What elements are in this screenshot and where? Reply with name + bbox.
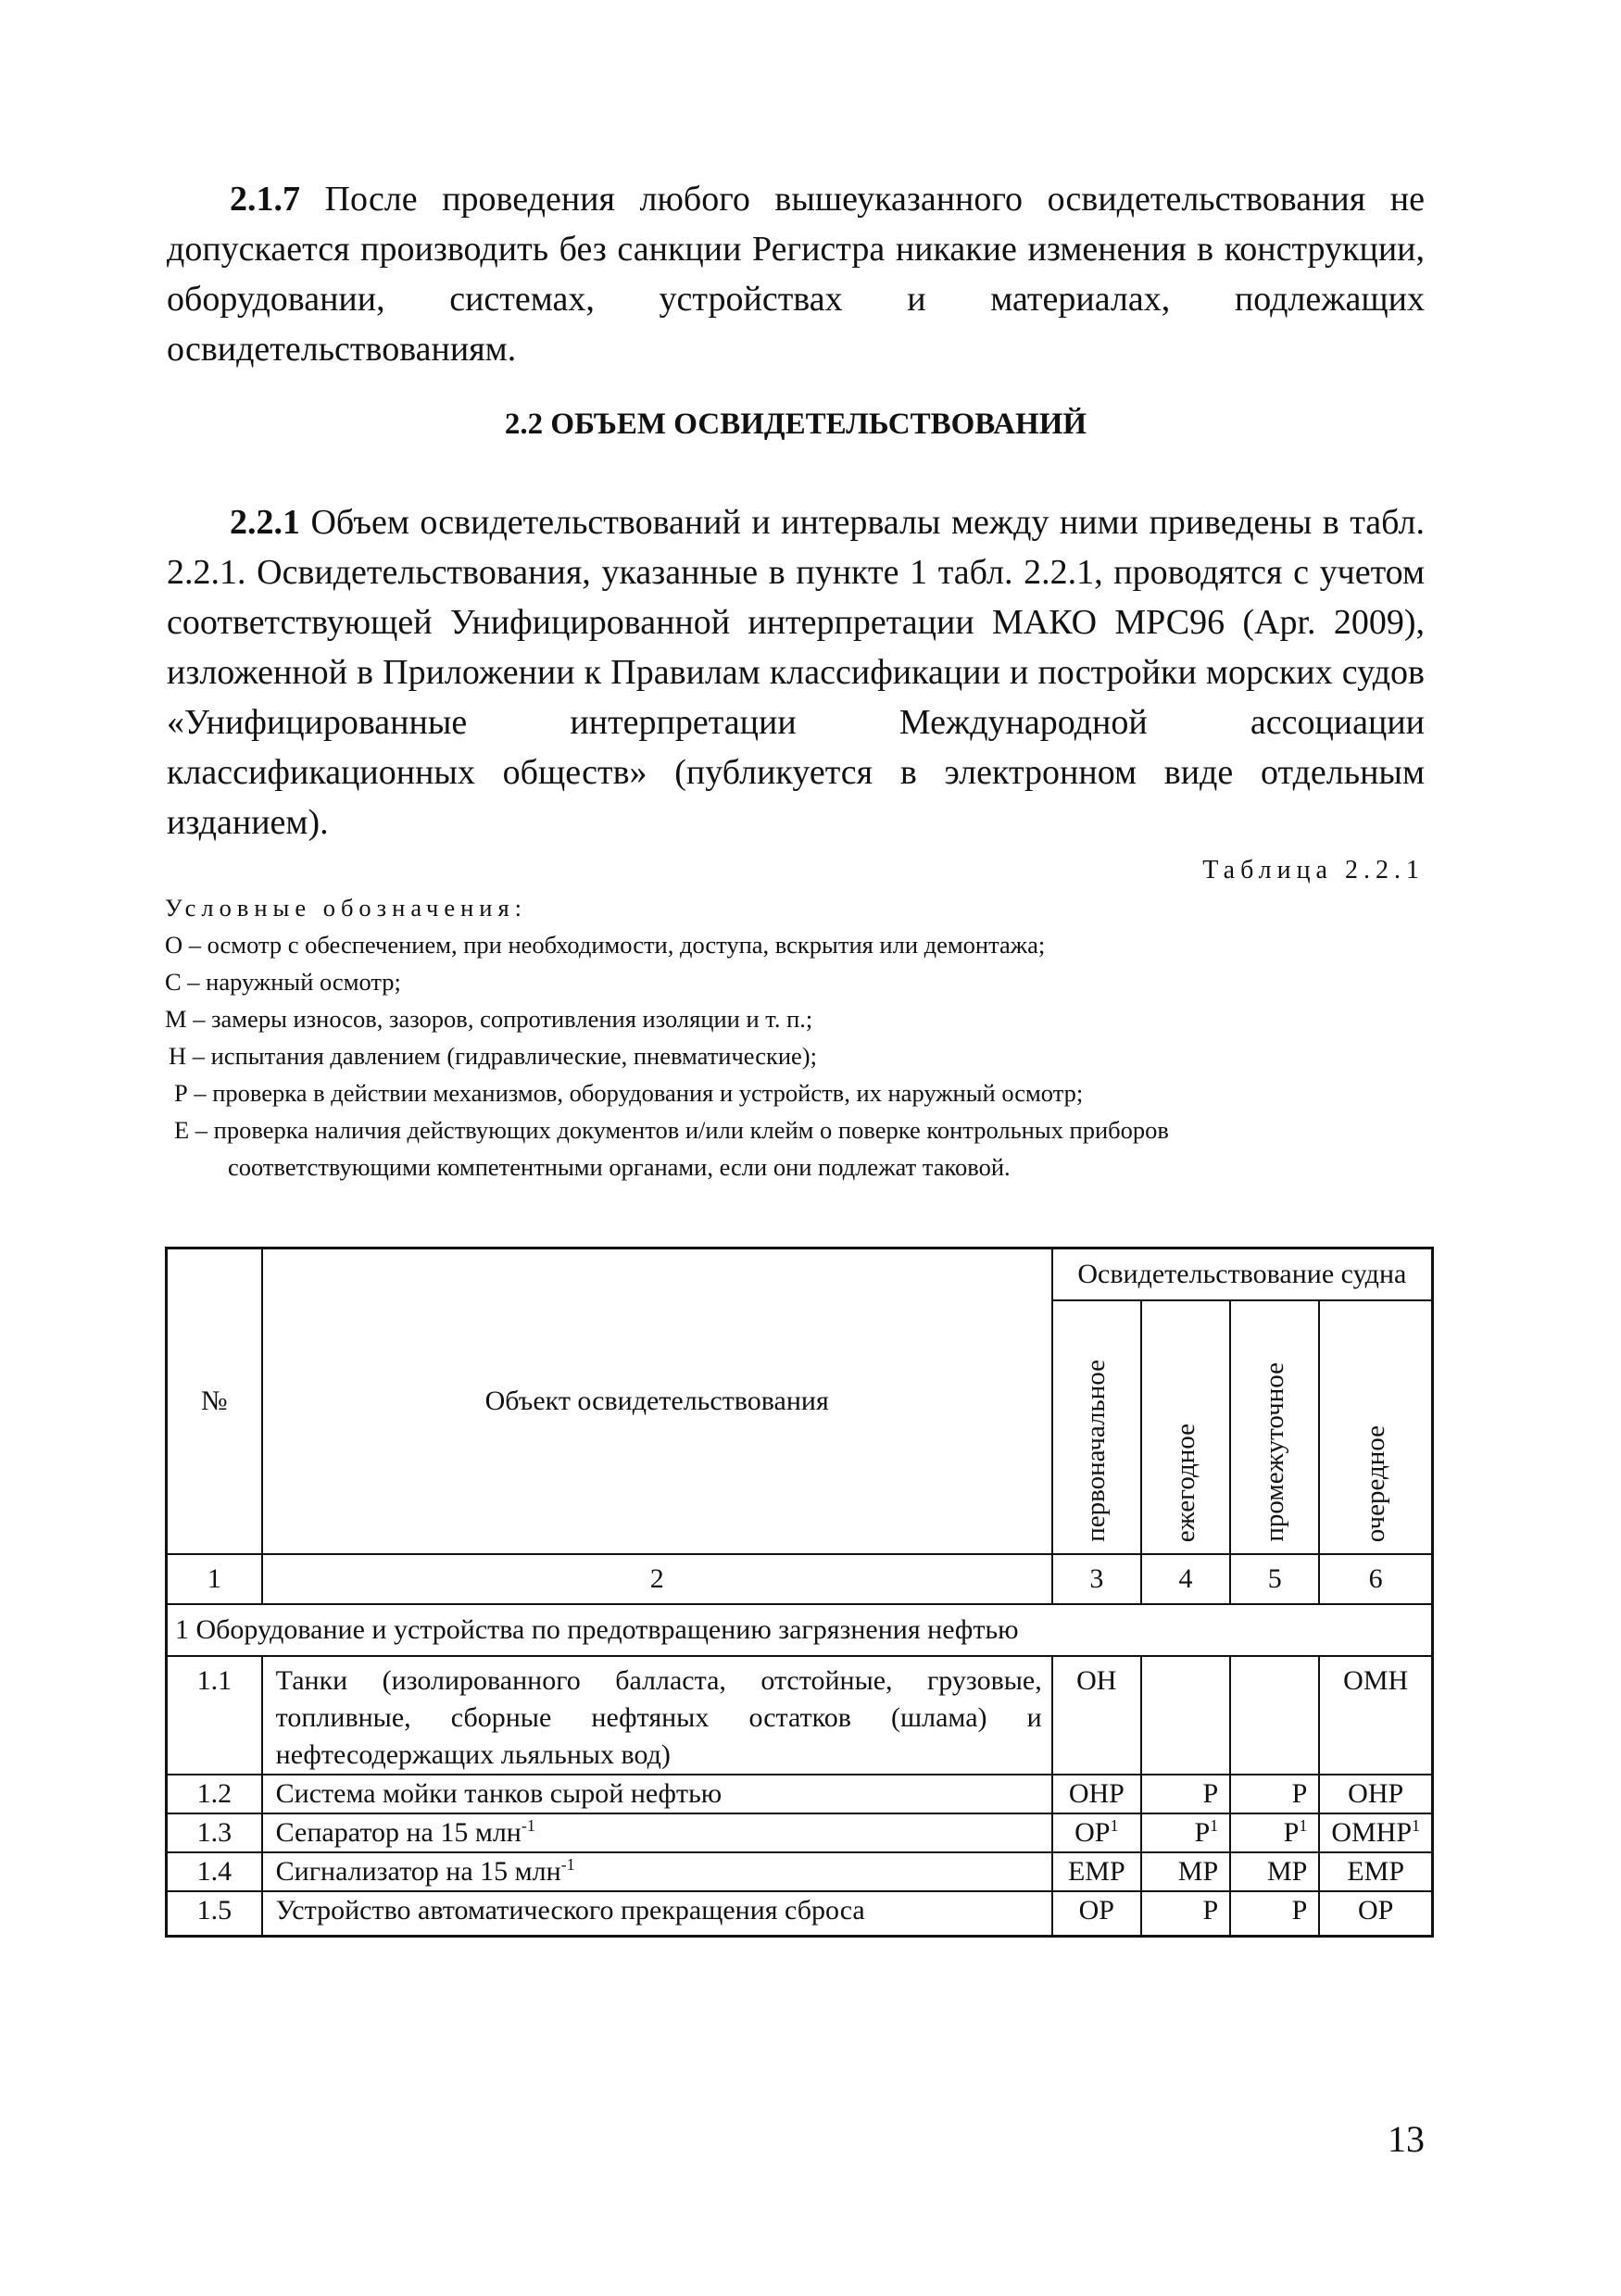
header-annual (1141, 1300, 1230, 1554)
row-initial (1052, 1813, 1141, 1852)
header-intermediate-label: промежуточное (1259, 1362, 1289, 1542)
table-row (167, 1775, 1433, 1813)
superscript: 1 (1110, 1816, 1119, 1835)
row-object-text: Сигнализатор на 15 млн (275, 1856, 561, 1887)
paragraph-text: После проведения любого вышеуказанного освидетельствования не допускается производить без санкции Регистра никакие изменения в конструкции, оборудовании, системах, устройствах и материалах, подлежащих освидетельствованиям. (167, 180, 1425, 369)
row-intermediate (1230, 1656, 1319, 1775)
row-object: Устройство автоматического прекращения сброса (262, 1891, 1052, 1937)
column-number: 4 (1141, 1554, 1230, 1604)
table-row (167, 1813, 1433, 1852)
header-renewal-label: очередное (1360, 1424, 1390, 1542)
legend-item: Н – испытания давлением (гидравлические, пневматические); (169, 1042, 817, 1070)
row-intermediate: МР (1230, 1852, 1319, 1891)
survey-table (165, 1247, 1434, 1938)
row-number: 1.4 (167, 1852, 262, 1891)
superscript: -1 (521, 1816, 535, 1835)
row-number: 1.3 (167, 1813, 262, 1852)
legend-title: Условные обозначения: (165, 894, 528, 922)
cell-text: ОР (1074, 1817, 1111, 1848)
row-object (262, 1813, 1052, 1852)
row-initial: ЕМР (1052, 1852, 1141, 1891)
row-annual: Р (1141, 1775, 1230, 1813)
header-number: № (167, 1248, 262, 1555)
row-object-text: Сепаратор на 15 млн (275, 1817, 521, 1848)
section-title: 1 Оборудование и устройства по предотвращению загрязнения нефтью (167, 1604, 1433, 1656)
row-initial: ОН (1052, 1656, 1141, 1775)
legend-item: Р – проверка в действии механизмов, оборудования и устройств, их наружный осмотр; (174, 1079, 1084, 1107)
table-caption: Таблица 2.2.1 (1202, 856, 1425, 885)
superscript: 1 (1412, 1816, 1421, 1835)
header-renewal (1319, 1300, 1432, 1554)
row-intermediate (1230, 1813, 1319, 1852)
column-number: 5 (1230, 1554, 1319, 1604)
header-initial (1052, 1300, 1141, 1554)
cell-text: Р (1283, 1817, 1300, 1848)
cell-text: Р (1194, 1817, 1211, 1848)
section-heading: 2.2 ОБЪЕМ ОСВИДЕТЕЛЬСТВОВАНИЙ (504, 408, 1087, 441)
row-annual (1141, 1656, 1230, 1775)
row-renewal: ОНР (1319, 1775, 1432, 1813)
table-row (167, 1656, 1433, 1775)
column-number-row (167, 1554, 1433, 1604)
header-intermediate (1230, 1300, 1319, 1554)
header-annual-label: ежегодное (1170, 1423, 1200, 1542)
paragraph-text: Объем освидетельствований и интервалы между ними приведены в табл. 2.2.1. Освидетельствования, указанные в пункте 1 табл. 2.2.1, проводятся с учетом соответствующей Унифицированной интерпретации МАКО МРС96 (Apr. 2009), изложенной в Приложении к Правилам классификации и постройки морских судов «Унифицированные интерпретации Международной ассоциации классификационных обществ» (публикуется в электронном виде отдельным изданием). (167, 503, 1425, 842)
row-number: 1.2 (167, 1775, 262, 1813)
row-annual: Р (1141, 1891, 1230, 1937)
legend-item: Е – проверка наличия действующих документов и/или клейм о поверке контрольных приборов (174, 1116, 1169, 1144)
legend-item: М – замеры износов, зазоров, сопротивления изоляции и т. п.; (165, 1005, 813, 1033)
paragraph-2-2-1 (167, 497, 1425, 847)
row-renewal: ОМН (1319, 1656, 1432, 1775)
row-number: 1.1 (167, 1656, 262, 1775)
row-object: Танки (изолированного балласта, отстойные, грузовые, топливные, сборные нефтяных остатков (шлама) и нефтесодержащих льяльных вод) (262, 1656, 1052, 1775)
row-renewal: ЕМР (1319, 1852, 1432, 1891)
row-object (262, 1852, 1052, 1891)
header-object: Объект освидетельствования (262, 1248, 1052, 1555)
cell-text: ОМНР (1331, 1817, 1413, 1848)
row-number: 1.5 (167, 1891, 262, 1937)
legend-item: С – наружный осмотр; (165, 968, 401, 996)
paragraph-2-1-7 (167, 174, 1425, 374)
column-number: 1 (167, 1554, 262, 1604)
table-header-row (167, 1248, 1433, 1301)
row-initial: ОР (1052, 1891, 1141, 1937)
page-number: 13 (1388, 2118, 1425, 2160)
column-number: 3 (1052, 1554, 1141, 1604)
paragraph-number: 2.1.7 (230, 180, 300, 219)
table-row (167, 1891, 1433, 1937)
row-annual: МР (1141, 1852, 1230, 1891)
legend-item-continuation: соответствующими компетентными органами, если они подлежат таковой. (228, 1153, 1011, 1181)
section-row (167, 1604, 1433, 1656)
column-number: 6 (1319, 1554, 1432, 1604)
row-intermediate: Р (1230, 1775, 1319, 1813)
superscript: 1 (1299, 1816, 1308, 1835)
paragraph-number: 2.2.1 (230, 503, 300, 542)
row-intermediate: Р (1230, 1891, 1319, 1937)
row-initial: ОНР (1052, 1775, 1141, 1813)
column-number: 2 (262, 1554, 1052, 1604)
superscript: 1 (1210, 1816, 1219, 1835)
row-renewal: ОР (1319, 1891, 1432, 1937)
header-initial-label: первоначальное (1081, 1360, 1112, 1542)
legend (165, 889, 1434, 1186)
header-survey-group: Освидетельствование судна (1052, 1248, 1433, 1301)
row-annual (1141, 1813, 1230, 1852)
row-renewal (1319, 1813, 1432, 1852)
superscript: -1 (560, 1855, 575, 1874)
row-object: Система мойки танков сырой нефтью (262, 1775, 1052, 1813)
table-row (167, 1852, 1433, 1891)
legend-item: О – осмотр с обеспечением, при необходимости, доступа, вскрытия или демонтажа; (165, 931, 1046, 959)
